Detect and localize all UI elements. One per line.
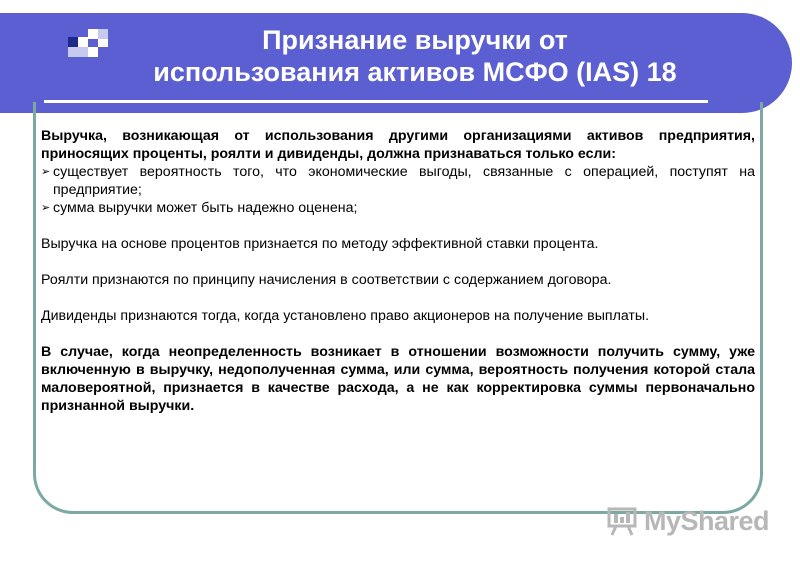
bullet-item (41, 163, 755, 199)
watermark-text: MyShared (644, 505, 770, 536)
royalty-paragraph: Роялти признаются по принципу начисления в соответствии с содержанием договора. (41, 272, 612, 288)
presentation-board-icon (606, 506, 640, 536)
myshared-watermark[interactable] (606, 504, 769, 538)
dividends-paragraph: Дивиденды признаются тогда, когда установлено право акционеров на получение выплаты. (41, 308, 650, 324)
interest-paragraph: Выручка на основе процентов признается по методу эффективной ставки процента. (41, 236, 599, 252)
page-title (110, 24, 720, 88)
uncertainty-paragraph: В случае, когда неопределенность возникает в отношении возможности получить сумму, уже включенную в выручку, недополученная сумма, или сумма, вероятность получения которой стала маловероятной, признается в качестве расхода, а не как корректировка суммы первоначально признанной выручки. (41, 344, 755, 414)
bullet-item (41, 199, 755, 217)
intro-paragraph: Выручка, возникающая от использования другими организациями активов предприятия, приносящих проценты, роялти и дивиденды, должна признаваться только если: (41, 128, 755, 162)
title-line-2: использования активов МСФО (IAS) 18 (153, 57, 677, 87)
title-line-1: Признание выручки от (262, 25, 568, 55)
bullet-text: существует вероятность того, что экономические выгоды, связанные с операцией, поступят на предприятие; (53, 164, 755, 198)
arrow-bullet-icon: ➢ (41, 202, 51, 214)
arrow-bullet-icon: ➢ (41, 166, 51, 178)
checker-logo-icon (68, 29, 112, 63)
content-body (41, 127, 755, 415)
bullet-text: сумма выручки может быть надежно оценена; (53, 200, 358, 216)
